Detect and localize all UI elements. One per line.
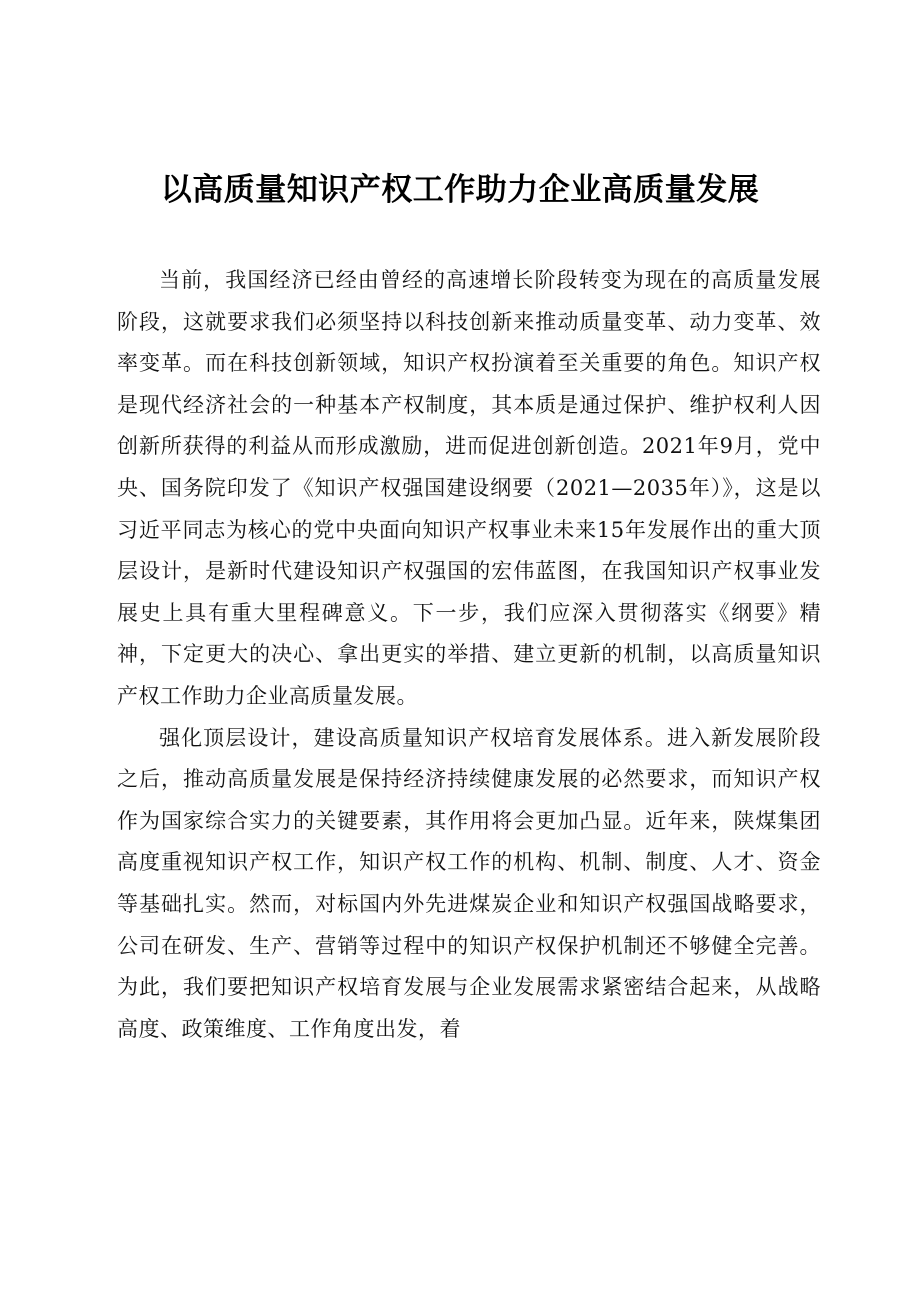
- document-title: 以高质量知识产权工作助力企业高质量发展: [160, 172, 760, 208]
- document-body: [117, 260, 821, 1050]
- paragraph-intro: 当前，我国经济已经由曾经的高速增长阶段转变为现在的高质量发展阶段，这就要求我们必须坚持以科技创新来推动质量变革、动力变革、效率变革。而在科技创新领域，知识产权扮演着至关重要的角色。知识产权是现代经济社会的一种基本产权制度，其本质是通过保护、维护权利人因创新所获得的利益从而形成激励，进而促进创新创造。2021年9月，党中央、国务院印发了《知识产权强国建设纲要（2021—2035年）》，这是以习近平同志为核心的党中央面向知识产权事业未来15年发展作出的重大顶层设计，是新时代建设知识产权强国的宏伟蓝图，在我国知识产权事业发展史上具有重大里程碑意义。下一步，我们应深入贯彻落实《纲要》精神，下定更大的决心、拿出更实的举措、建立更新的机制，以高质量知识产权工作助力企业高质量发展。: [117, 268, 821, 708]
- paragraph-top-level-design: 强化顶层设计，建设高质量知识产权培育发展体系。进入新发展阶段之后，推动高质量发展是保持经济持续健康发展的必然要求，而知识产权作为国家综合实力的关键要素，其作用将会更加凸显。近年来，陕煤集团高度重视知识产权工作，知识产权工作的机构、机制、制度、人才、资金等基础扎实。然而，对标国内外先进煤炭企业和知识产权强国战略要求，公司在研发、生产、营销等过程中的知识产权保护机制还不够健全完善。为此，我们要把知识产权培育发展与企业发展需求紧密结合起来，从战略高度、政策维度、工作角度出发，着: [117, 725, 821, 1041]
